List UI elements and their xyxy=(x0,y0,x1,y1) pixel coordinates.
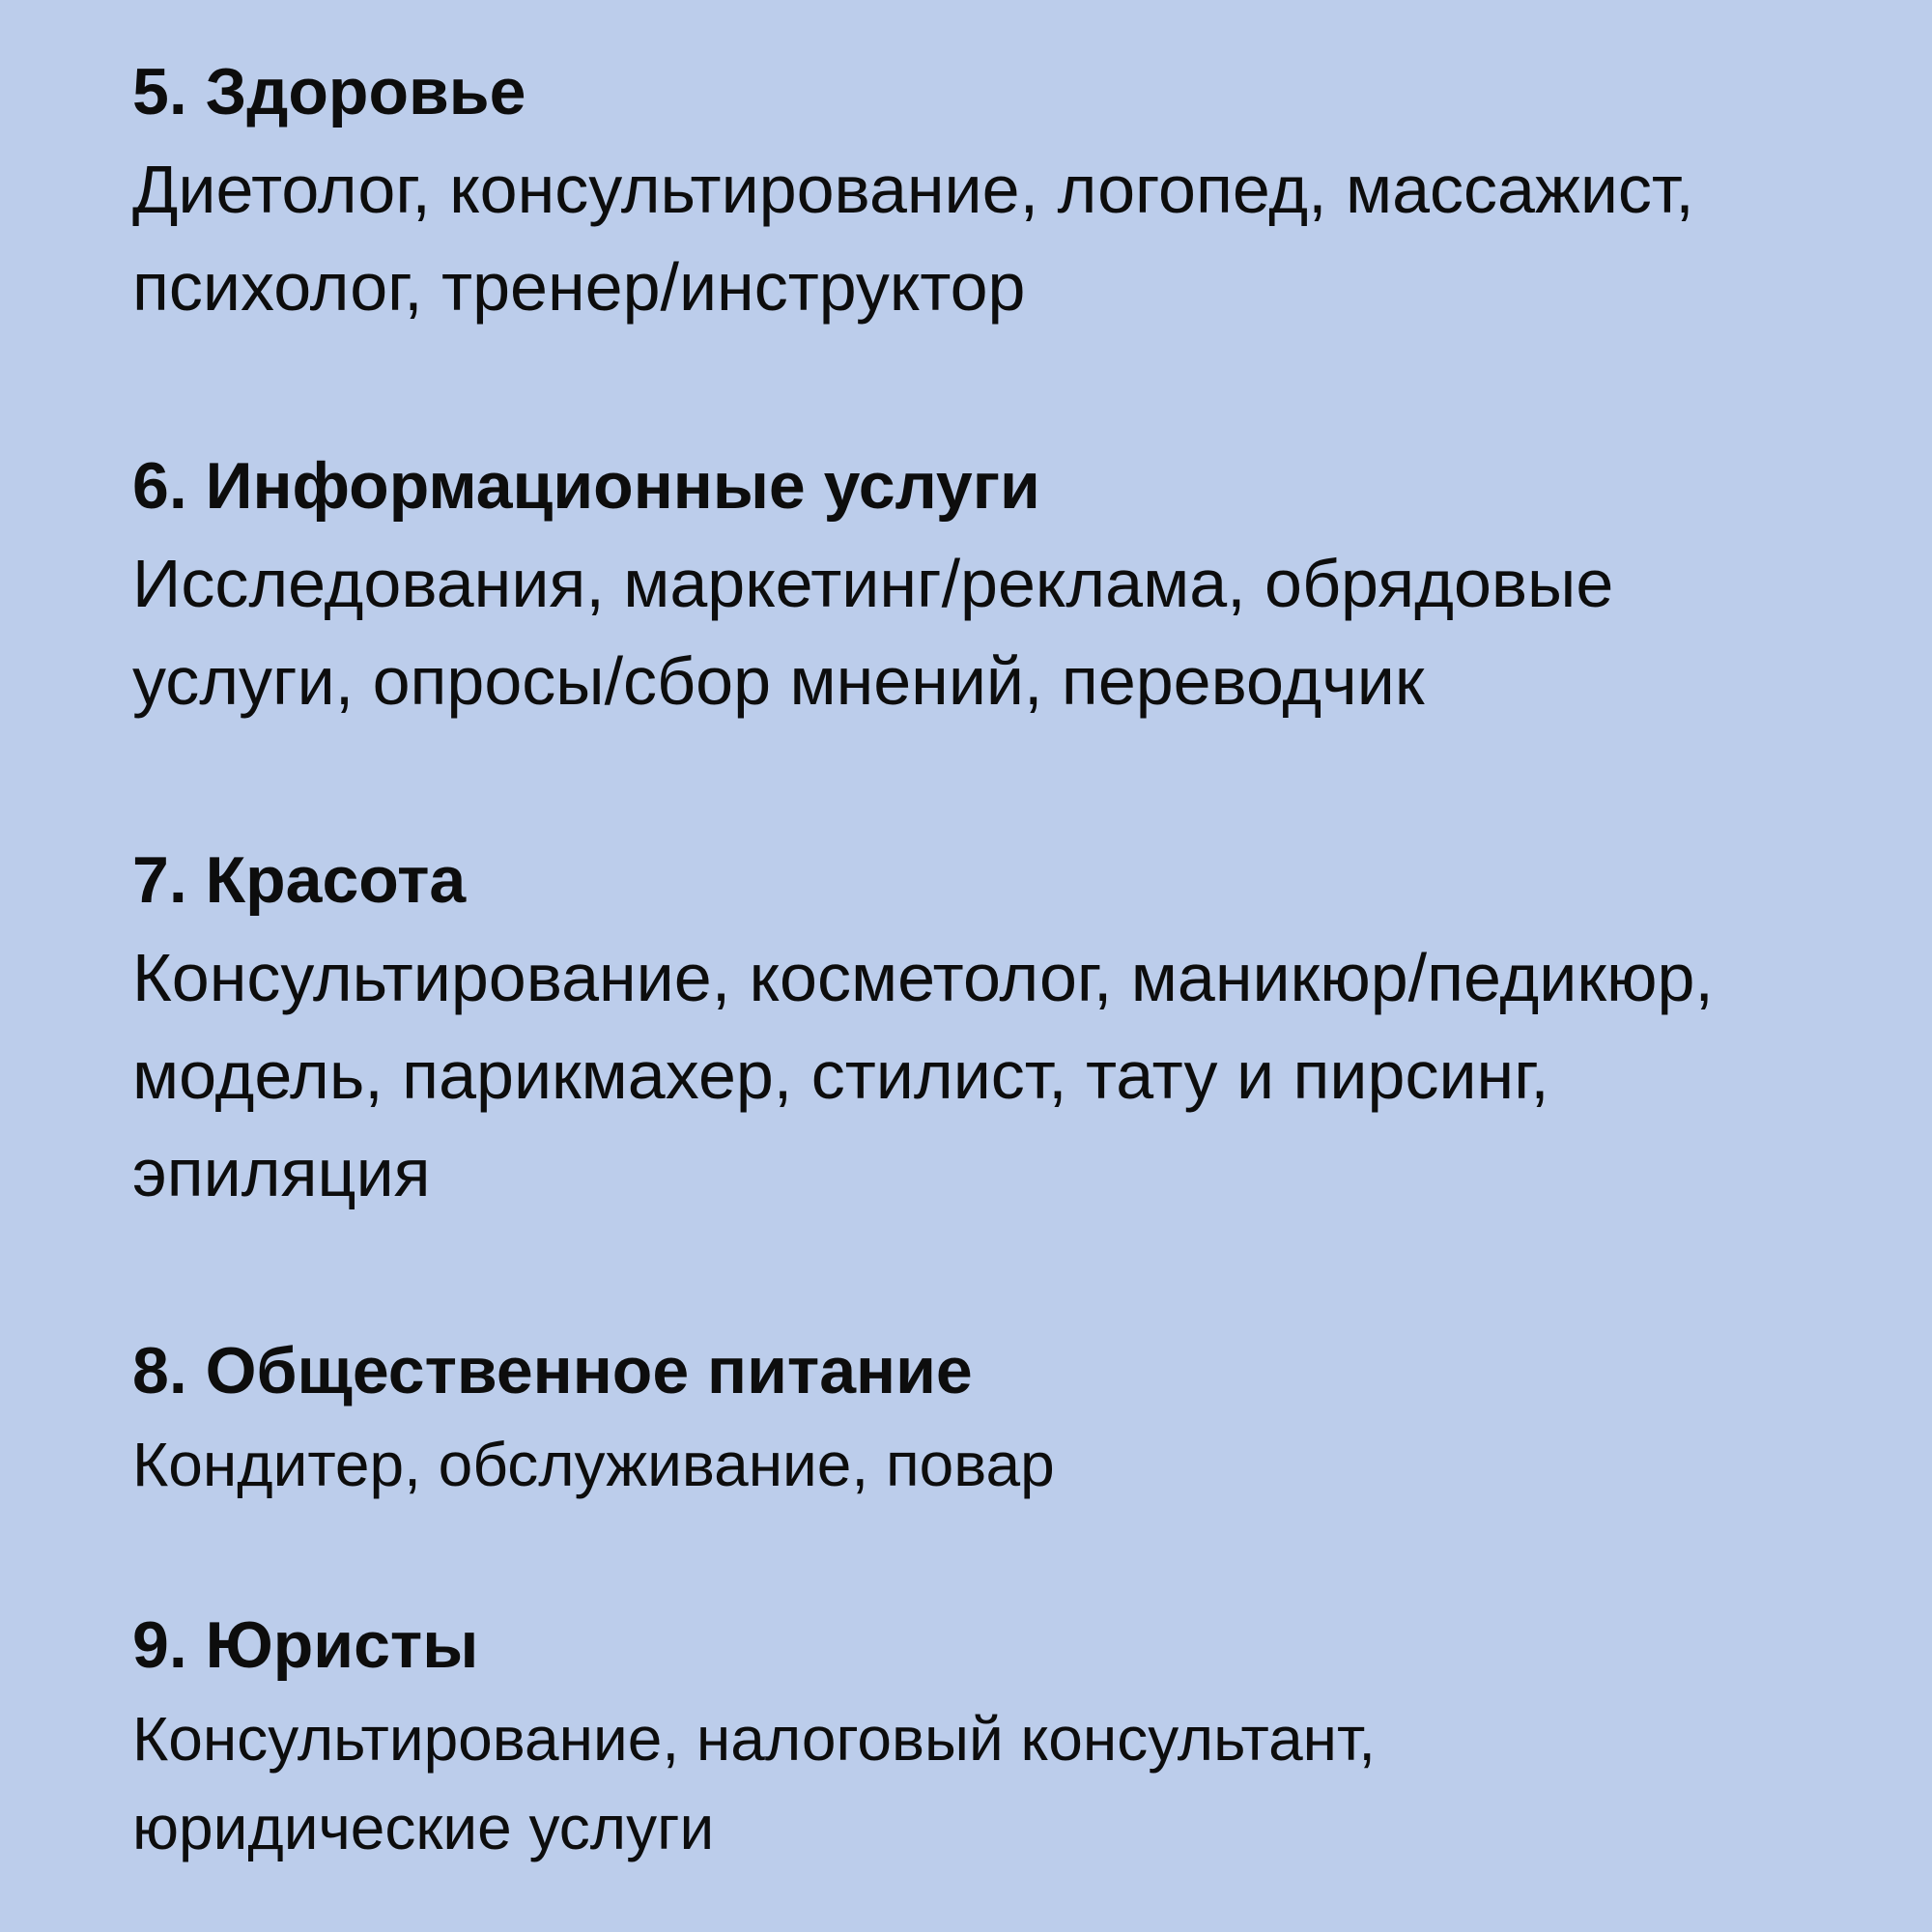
section-heading: 6. Информационные услуги xyxy=(132,449,1040,523)
description-line: услуги, опросы/сбор мнений, переводчик xyxy=(132,643,1425,719)
section-heading: 7. Красота xyxy=(132,843,467,917)
section-heading: 8. Общественное питание xyxy=(132,1334,973,1407)
description-line: модель, парикмахер, стилист, тату и пирсинг, xyxy=(132,1037,1549,1113)
description-line: Исследования, маркетинг/реклама, обрядовые xyxy=(132,546,1614,621)
section-description xyxy=(132,1420,1871,1509)
section-health xyxy=(132,43,1871,336)
section-heading: 9. Юристы xyxy=(132,1608,479,1682)
description-line: юридические услуги xyxy=(132,1793,715,1862)
description-line: Диетолог, консультирование, логопед, массажист, xyxy=(132,152,1694,227)
section-information-services xyxy=(132,437,1871,730)
section-heading: 5. Здоровье xyxy=(132,55,526,128)
section-beauty xyxy=(132,831,1871,1222)
description-line: Консультирование, косметолог, маникюр/педикюр, xyxy=(132,940,1714,1015)
section-description xyxy=(132,929,1871,1222)
section-catering xyxy=(132,1321,1871,1509)
section-description xyxy=(132,535,1871,730)
section-description xyxy=(132,141,1871,336)
description-line: Кондитер, обслуживание, повар xyxy=(132,1430,1055,1499)
description-line: психолог, тренер/инструктор xyxy=(132,249,1026,325)
section-description xyxy=(132,1694,1871,1872)
description-line: эпиляция xyxy=(132,1135,431,1210)
description-line: Консультирование, налоговый консультант, xyxy=(132,1704,1376,1774)
section-lawyers xyxy=(132,1596,1871,1872)
